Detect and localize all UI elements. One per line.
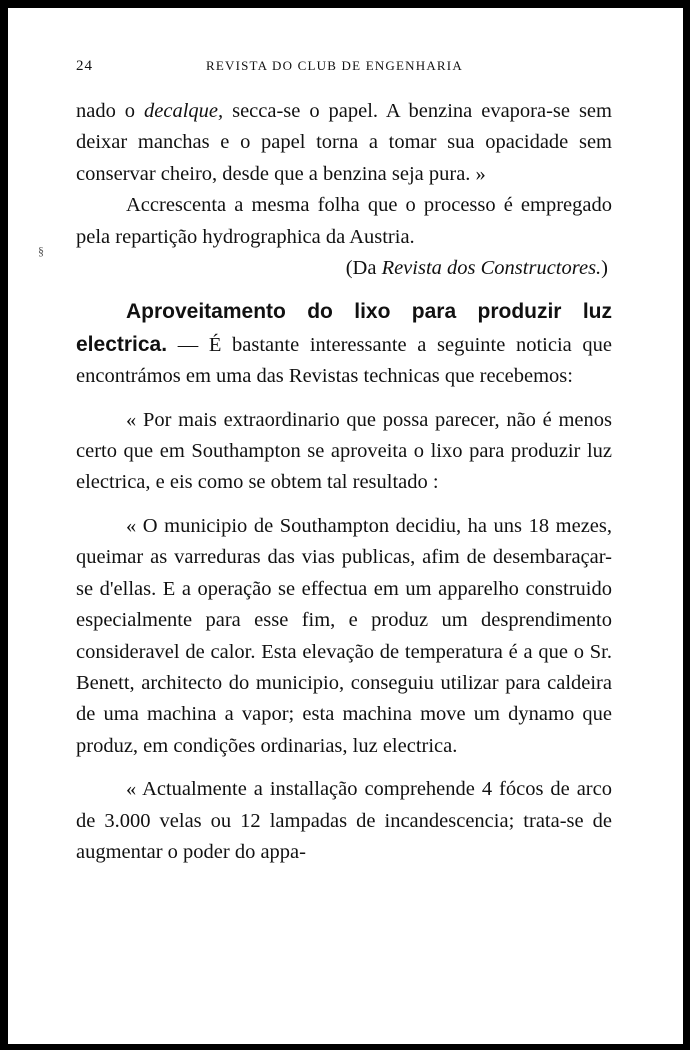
running-title: REVISTA DO CLUB DE ENGENHARIA	[206, 58, 463, 73]
paragraph-continuation: nado o decalque, secca-se o papel. A benzina evapora-se sem deixar manchas e o papel torna a tomar sua opacidade sem conservar cheiro, desde que a benzina seja pura. »	[76, 100, 612, 185]
quote-paragraph-2: « O municipio de Southampton decidiu, ha uns 18 mezes, queimar as varreduras das vias publicas, afim de desembaraçar-se d'ellas. E a operação se effectua em um apparelho construido especialmente para esse fim, e produz um desprendimento consideravel de calor. Esta elevação de temperatura é a que o Sr. Benett, architecto do municipio, conseguiu utilizar para caldeira de uma machina a vapor; esta machina move um dynamo que produz, em condições ordinarias, luz electrica.	[76, 514, 612, 757]
book-page	[8, 8, 683, 1044]
page-number: 24	[76, 58, 93, 74]
quote-paragraph-1: « Por mais extraordinario que possa parecer, não é menos certo que em Southampton se aproveita o lixo para produzir luz electrica, e eis como se obtem tal resultado :	[76, 408, 612, 494]
paragraph-austria: Accrescenta a mesma folha que o processo é empregado pela repartição hydrographica da Austria.	[76, 194, 612, 248]
article-heading: Aproveitamento do lixo para produzir luz electrica.	[76, 300, 612, 356]
emphasis-decalque: decalque,	[144, 100, 224, 122]
source-title: Revista dos Constructores.	[381, 257, 602, 280]
margin-mark: §	[38, 244, 44, 258]
article-paragraph	[76, 296, 612, 392]
quote-paragraph-3: « Actualmente a installação comprehende 4 fócos de arco de 3.000 velas ou 12 lampadas de incandescencia; trata-se de augmentar o poder do appa-	[76, 778, 612, 863]
body-text	[76, 96, 612, 868]
source-citation: (Da Revista dos Constructores.)	[345, 257, 608, 280]
page-header	[76, 58, 616, 80]
article-intro: — É bastante interessante a seguinte noticia que encontrámos em uma das Revistas technicas que recebemos:	[76, 333, 612, 388]
